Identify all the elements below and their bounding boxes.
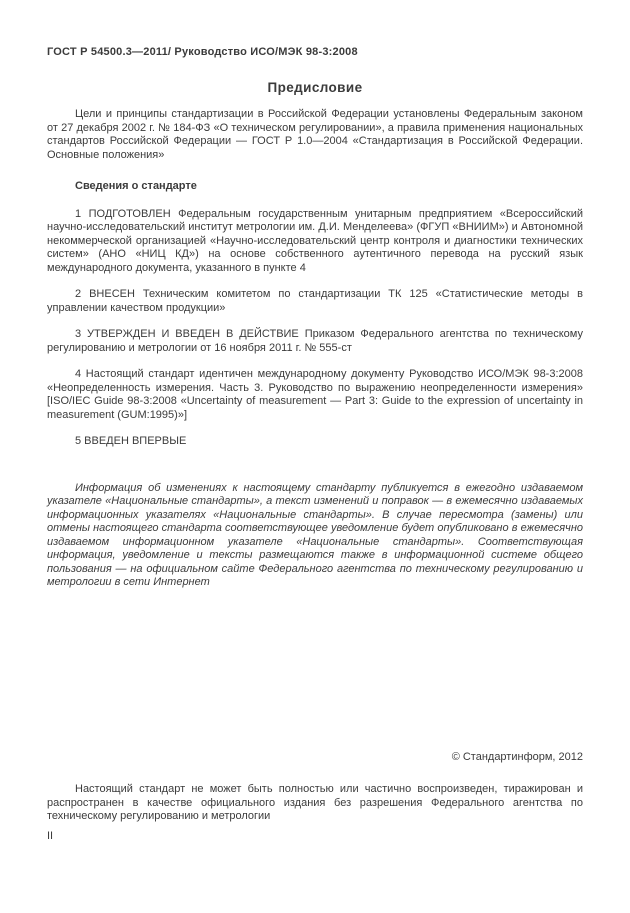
intro-paragraph: Цели и принципы стандартизации в Российской Федерации установлены Федеральным законом от 27 декабря 2002 г. № 184-ФЗ «О техническом регулировании», а правила применения национальных стандартов Российской Федерации — ГОСТ Р 1.0—2004 «Стандартизация в Российской Федерации. Основные положения»: [47, 108, 583, 161]
running-header: ГОСТ Р 54500.3—2011/ Руководство ИСО/МЭК 98-3:2008: [47, 46, 358, 58]
clause-5-first-introduced: 5 ВВЕДЕН ВПЕРВЫЕ: [75, 435, 187, 447]
document-body: [47, 108, 583, 590]
amendments-notice: Информация об изменениях к настоящему стандарту публикуется в ежегодно издаваемом указателе «Национальные стандарты», а текст изменений и поправок — в ежемесячно издаваемых информационных указателях «Национальные стандарты». В случае пересмотра (замены) или отмены настоящего стандарта соответствующее уведомление будет опубликовано в ежемесячно издаваемом информационном указателе «Национальные стандарты». Соответствующая информация, уведомление и тексты размещаются также в информационной системе общего пользования — на официальном сайте Федерального агентства по техническому регулированию и метрологии в сети Интернет: [47, 481, 583, 588]
page-number: II: [47, 830, 54, 842]
reproduction-restriction: Настоящий стандарт не может быть полностью или частично воспроизведен, тиражирован и распространен в качестве официального издания без разрешения Федерального агентства по техническому регулированию и метрологии: [47, 783, 583, 822]
clause-3-approved: 3 УТВЕРЖДЕН И ВВЕДЕН В ДЕЙСТВИЕ Приказом Федерального агентства по техническому регулированию и метрологии от 16 ноября 2011 г. № 555-ст: [47, 328, 583, 354]
clause-4-identical: 4 Настоящий стандарт идентичен международному документу Руководство ИСО/МЭК 98-3:2008 «Неопределенность измерения. Часть 3. Руководство по выражению неопределенности измерения» [ISO/IEC Guide 98-3:2008 «Uncertainty of measurement — Part 3: Guide to the expression of uncertainty in measurement (GUM:1995)»]: [47, 368, 583, 421]
clause-2-submitted: 2 ВНЕСЕН Техническим комитетом по стандартизации ТК 125 «Статистические методы в управлении качеством продукции»: [47, 288, 583, 314]
section-heading: Сведения о стандарте: [75, 180, 197, 192]
copyright-line: © Стандартинформ, 2012: [451, 751, 583, 763]
page-title: Предисловие: [267, 80, 363, 95]
clause-1-prepared: 1 ПОДГОТОВЛЕН Федеральным государственным унитарным предприятием «Всероссийский научно-исследовательский институт метрологии им. Д.И. Менделеева» (ФГУП «ВНИИМ») и Автономной некоммерческой организацией «Научно-исследовательский центр контроля и диагностики технических систем» (АНО «НИЦ КД») на основе собственного аутентичного перевода на русский язык международного документа, указанного в пункте 4: [47, 207, 583, 274]
